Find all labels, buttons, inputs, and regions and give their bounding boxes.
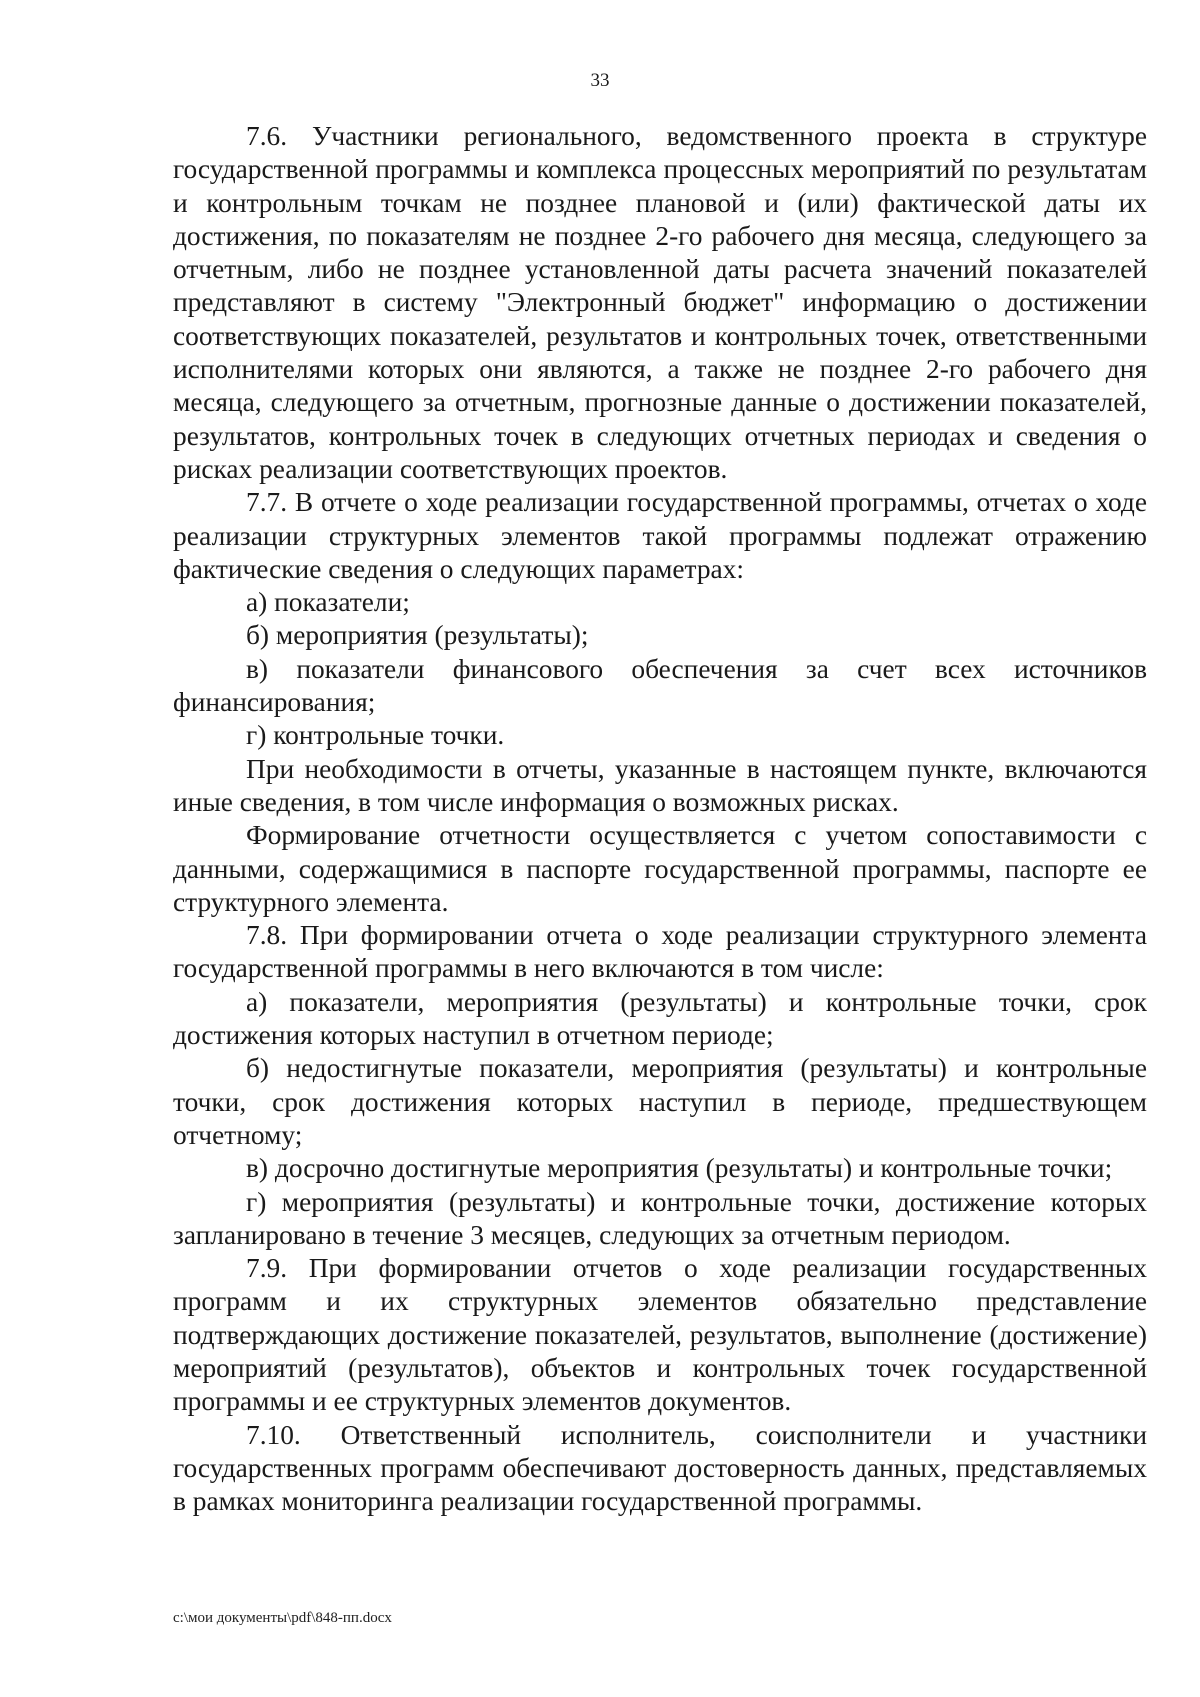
list-item-a-7-8: а) показатели, мероприятия (результаты) и контрольные точки, срок достижения которых наступил в отчетном периоде; [173, 986, 1147, 1051]
list-item-v: в) показатели финансового обеспечения за счет всех источников финансирования; [173, 653, 1147, 718]
paragraph-7-7: 7.7. В отчете о ходе реализации государственной программы, отчетах о ходе реализации структурных элементов такой программы подлежат отражению фактические сведения о следующих параметрах: [173, 487, 1147, 584]
list-item-b: б) мероприятия (результаты); [246, 620, 589, 651]
paragraph-7-8: 7.8. При формировании отчета о ходе реализации структурного элемента государственной программы в него включаются в том числе: [173, 920, 1147, 984]
paragraph-7-6: 7.6. Участники регионального, ведомственного проекта в структуре государственной программы и комплекса процессных мероприятий по результатам и контрольным точкам не позднее плановой и (или) фактической даты их достижения, по показателям не позднее 2-го рабочего дня месяца, следующего за отчетным, либо не позднее установленной даты расчета значений показателей представляют в систему "Электронный бюджет" информацию о достижении соответствующих показателей, результатов и контрольных точек, ответственными исполнителями которых они являются, а также не позднее 2-го рабочего дня месяца, следующего за отчетным, прогнозные данные о достижении показателей, результатов, контрольных точек в следующих отчетных периодах и сведения о рисках реализации соответствующих проектов. [173, 121, 1147, 484]
list-item-v-7-8: в) досрочно достигнутые мероприятия (результаты) и контрольные точки; [246, 1153, 1113, 1184]
document-body [173, 120, 1147, 1518]
footer-file-path: c:\мои документы\pdf\848-пп.docx [173, 1610, 392, 1626]
list-item-g: г) контрольные точки. [246, 720, 505, 751]
paragraph-reporting-formation: Формирование отчетности осуществляется с учетом сопоставимости с данными, содержащимися в паспорте государственной программы, паспорте ее структурного элемента. [173, 820, 1147, 917]
page-number: 33 [590, 70, 610, 91]
paragraph-7-9: 7.9. При формировании отчетов о ходе реализации государственных программ и их структурных элементов обязательно представление подтверждающих достижение показателей, результатов, выполнение (достижение) мероприятий (результатов), объектов и контрольных точек государственной программы и ее структурных элементов документов. [173, 1253, 1147, 1417]
list-item-a: а) показатели; [246, 587, 410, 618]
paragraph-additional-info: При необходимости в отчеты, указанные в настоящем пункте, включаются иные сведения, в том числе информация о возможных рисках. [173, 753, 1147, 817]
list-item-g-7-8: г) мероприятия (результаты) и контрольные точки, достижение которых запланировано в течение 3 месяцев, следующих за отчетным периодом. [173, 1186, 1147, 1250]
list-item-b-7-8: б) недостигнутые показатели, мероприятия (результаты) и контрольные точки, срок достижения которых наступил в периоде, предшествующем отчетному; [173, 1053, 1147, 1150]
paragraph-7-10: 7.10. Ответственный исполнитель, соисполнители и участники государственных программ обеспечивают достоверность данных, представляемых в рамках мониторинга реализации государственной программы. [173, 1419, 1147, 1517]
